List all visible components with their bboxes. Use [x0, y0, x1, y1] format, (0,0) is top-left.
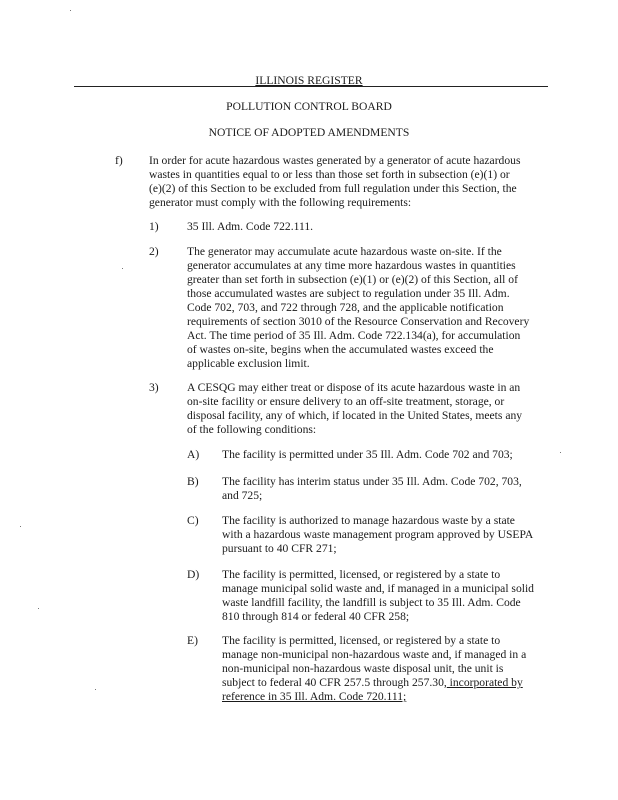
text-line: requirements of section 3010 of the Resource Conservation and Recovery [187, 315, 530, 328]
board-title: POLLUTION CONTROL BOARD [226, 100, 392, 113]
text-line: disposal facility, any of which, if located in the United States, meets any [187, 409, 523, 422]
text-line: pursuant to 40 CFR 271; [222, 542, 337, 555]
text-line: Act. The time period of 35 Ill. Adm. Code 722.134(a), for accumulation [187, 329, 521, 342]
text-line: (e)(2) of this Section to be excluded from full regulation under this Section, the [149, 182, 517, 195]
subitem-e-text [222, 634, 572, 704]
section-f-label: f) [115, 154, 123, 167]
register-title: ILLINOIS REGISTER [255, 74, 363, 87]
text-line: 35 Ill. Adm. Code 722.111. [187, 220, 314, 233]
text-line-plain: subject to federal 40 CFR 257.5 through 257.30, [222, 676, 447, 689]
text-line: and 725; [222, 489, 263, 502]
item-3-text [187, 381, 567, 437]
subitem-d-text [222, 568, 572, 624]
text-line: non-municipal non-hazardous waste disposal unit, the unit is [222, 662, 504, 675]
amended-text: incorporated by [446, 676, 523, 689]
text-line: manage non-municipal non-hazardous waste and, if managed in a [222, 648, 527, 661]
item-3-label: 3) [149, 381, 159, 394]
text-line: generator accumulates at any time more hazardous wastes in quantities [187, 259, 516, 272]
subitem-a-text [222, 448, 572, 462]
text-line: with a hazardous waste management program approved by USEPA [222, 528, 534, 541]
subitem-d-label: D) [187, 568, 200, 581]
text-line: generator must comply with the following requirements: [149, 196, 412, 209]
text-line: greater than set forth in subsection (e)(1) or (e)(2) of this Section, all of [187, 273, 518, 286]
scan-speck [560, 452, 561, 453]
text-line: In order for acute hazardous wastes generated by a generator of acute hazardous [149, 154, 521, 167]
scan-speck [122, 268, 123, 269]
text-line: A CESQG may either treat or dispose of its acute hazardous waste in an [187, 381, 521, 394]
text-line: of wastes on-site, begins when the accumulated wastes exceed the [187, 343, 494, 356]
subitem-b-label: B) [187, 475, 199, 488]
text-line: The generator may accumulate acute hazardous waste on-site. If the [187, 245, 502, 258]
text-line: on-site facility or ensure delivery to an off-site treatment, storage, or [187, 395, 505, 408]
item-1-text [187, 220, 557, 234]
item-2-text [187, 245, 567, 371]
text-line: The facility has interim status under 35 Ill. Adm. Code 702, 703, [222, 475, 522, 488]
notice-title: NOTICE OF ADOPTED AMENDMENTS [208, 126, 410, 139]
text-line: Code 702, 703, and 722 through 728, and the applicable notification [187, 301, 504, 314]
text-line: applicable exclusion limit. [187, 357, 310, 370]
subitem-e-label: E) [187, 634, 198, 647]
section-f-text [149, 154, 569, 210]
text-line [222, 676, 572, 690]
subitem-a-label: A) [187, 448, 200, 461]
text-line: wastes in quantities equal to or less than those set forth in subsection (e)(1) or [149, 168, 510, 181]
subitem-b-text [222, 475, 572, 503]
scan-speck [95, 689, 96, 690]
scan-speck [20, 526, 21, 527]
text-line: those accumulated wastes are subject to regulation under 35 Ill. Adm. [187, 287, 510, 300]
item-1-label: 1) [149, 220, 159, 233]
text-line: The facility is permitted, licensed, or registered by a state to [222, 634, 501, 647]
text-line: of the following conditions: [187, 423, 317, 436]
subitem-c-label: C) [187, 514, 199, 527]
subitem-c-text [222, 514, 572, 556]
header-rule [74, 86, 548, 87]
amended-text: reference in 35 Ill. Adm. Code 720.111; [222, 690, 407, 703]
text-line: manage municipal solid waste and, if managed in a municipal solid [222, 582, 534, 595]
text-line: waste landfill facility, the landfill is subject to 35 Ill. Adm. Code [222, 596, 521, 609]
text-line: 810 through 814 or federal 40 CFR 258; [222, 610, 410, 623]
text-line: The facility is permitted, licensed, or registered by a state to [222, 568, 501, 581]
scan-speck [38, 608, 39, 609]
text-line: The facility is authorized to manage hazardous waste by a state [222, 514, 515, 527]
scan-speck [70, 10, 71, 11]
item-2-label: 2) [149, 245, 159, 258]
text-line: The facility is permitted under 35 Ill. Adm. Code 702 and 703; [222, 448, 513, 461]
